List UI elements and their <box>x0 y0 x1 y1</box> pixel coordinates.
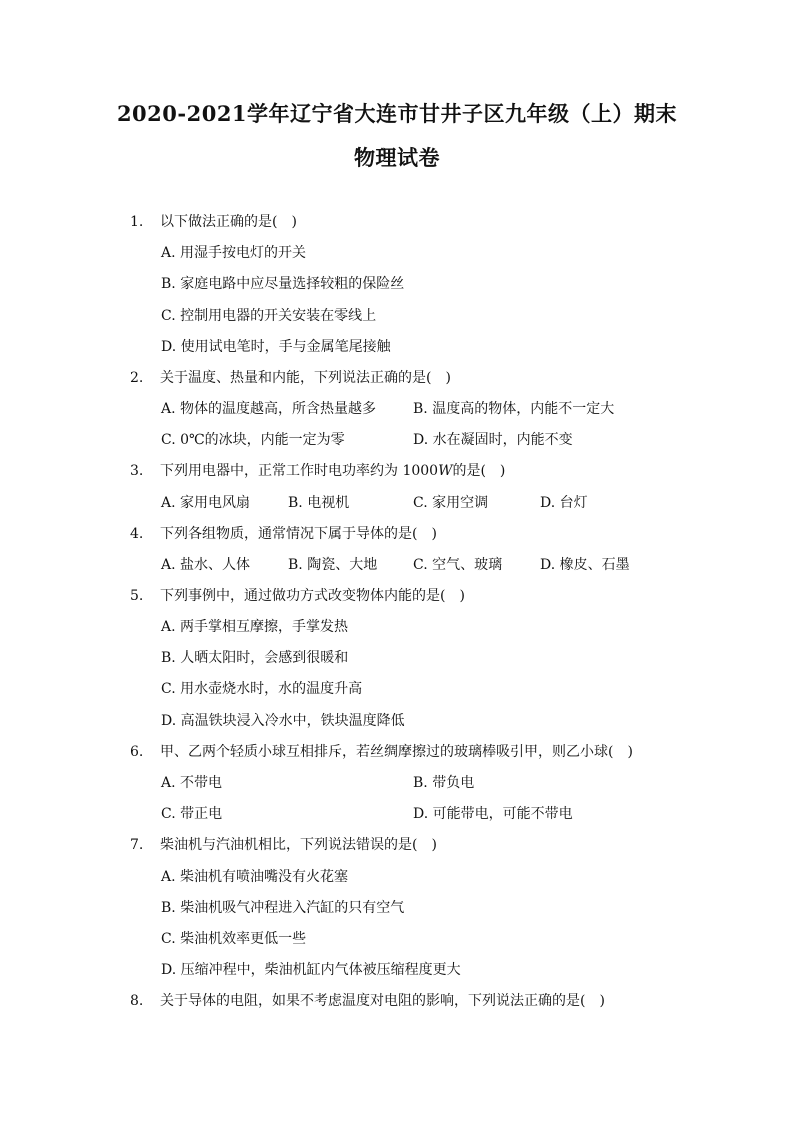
question-number: 4. <box>130 526 144 542</box>
q6-option-a: A. 不带电 <box>161 775 223 791</box>
question-stem: 下列各组物质，通常情况下属于导体的是( ) <box>160 526 437 542</box>
question-number: 5. <box>130 588 144 604</box>
q4-option-d: D. 橡皮、石墨 <box>540 557 630 573</box>
q5-option-c: C. 用水壶烧水时，水的温度升高 <box>161 681 363 697</box>
q2-option-a: A. 物体的温度越高，所含热量越多 <box>161 401 377 417</box>
question-number: 1. <box>130 214 144 230</box>
q7-option-d: D. 压缩冲程中，柴油机缸内气体被压缩程度更大 <box>161 962 461 978</box>
question-6 <box>130 743 633 761</box>
question-number: 8. <box>130 993 144 1009</box>
question-stem: 关于温度、热量和内能，下列说法正确的是( ) <box>160 370 451 386</box>
question-4 <box>130 525 437 543</box>
q5-option-a: A. 两手掌相互摩擦，手掌发热 <box>161 619 349 635</box>
question-number: 7. <box>130 837 144 853</box>
q6-option-d: D. 可能带电，可能不带电 <box>413 806 573 822</box>
q7-option-a: A. 柴油机有喷油嘴没有火花塞 <box>161 869 349 885</box>
question-stem: 下列事例中，通过做功方式改变物体内能的是( ) <box>160 588 465 604</box>
q1-option-c: C. 控制用电器的开关安装在零线上 <box>161 308 377 324</box>
question-number: 6. <box>130 744 144 760</box>
question-7 <box>130 836 437 854</box>
q4-option-c: C. 空气、玻璃 <box>413 557 503 573</box>
q7-option-c: C. 柴油机效率更低一些 <box>161 931 307 947</box>
q5-option-b: B. 人晒太阳时，会感到很暖和 <box>161 650 349 666</box>
question-2 <box>130 369 451 387</box>
question-stem: 以下做法正确的是( ) <box>160 214 297 230</box>
q3-option-c: C. 家用空调 <box>413 495 489 511</box>
exam-title-line2: 物理试卷 <box>354 145 440 170</box>
question-stem: 关于导体的电阻，如果不考虑温度对电阻的影响，下列说法正确的是( ) <box>160 993 605 1009</box>
q7-option-b: B. 柴油机吸气冲程进入汽缸的只有空气 <box>161 900 405 916</box>
question-stem: 甲、乙两个轻质小球互相排斥，若丝绸摩擦过的玻璃棒吸引甲，则乙小球( ) <box>160 744 633 760</box>
q6-option-c: C. 带正电 <box>161 806 223 822</box>
question-1 <box>130 213 297 231</box>
question-stem-post: 的是( ) <box>452 463 506 479</box>
q2-option-c: C. 0℃的冰块，内能一定为零 <box>161 432 345 448</box>
q4-option-b: B. 陶瓷、大地 <box>288 557 378 573</box>
question-5 <box>130 587 465 605</box>
question-stem-unit: W <box>438 463 453 479</box>
q1-option-b: B. 家庭电路中应尽量选择较粗的保险丝 <box>161 276 405 292</box>
question-number: 2. <box>130 370 144 386</box>
question-3 <box>130 462 505 480</box>
q2-option-d: D. 水在凝固时，内能不变 <box>413 432 573 448</box>
question-number: 3. <box>130 463 144 479</box>
exam-title-line1: 2020-2021学年辽宁省大连市甘井子区九年级（上）期末 <box>116 101 678 126</box>
q3-option-b: B. 电视机 <box>288 495 350 511</box>
question-stem: 柴油机与汽油机相比，下列说法错误的是( ) <box>160 837 437 853</box>
q4-option-a: A. 盐水、人体 <box>161 557 251 573</box>
q6-option-b: B. 带负电 <box>413 775 475 791</box>
q2-option-b: B. 温度高的物体，内能不一定大 <box>413 401 615 417</box>
question-8 <box>130 992 605 1010</box>
question-stem-pre: 下列用电器中，正常工作时电功率约为 1000 <box>160 463 439 479</box>
q5-option-d: D. 高温铁块浸入冷水中，铁块温度降低 <box>161 713 405 729</box>
q1-option-a: A. 用湿手按电灯的开关 <box>161 245 307 261</box>
q3-option-d: D. 台灯 <box>540 495 588 511</box>
q1-option-d: D. 使用试电笔时，手与金属笔尾接触 <box>161 339 391 355</box>
q3-option-a: A. 家用电风扇 <box>161 495 251 511</box>
